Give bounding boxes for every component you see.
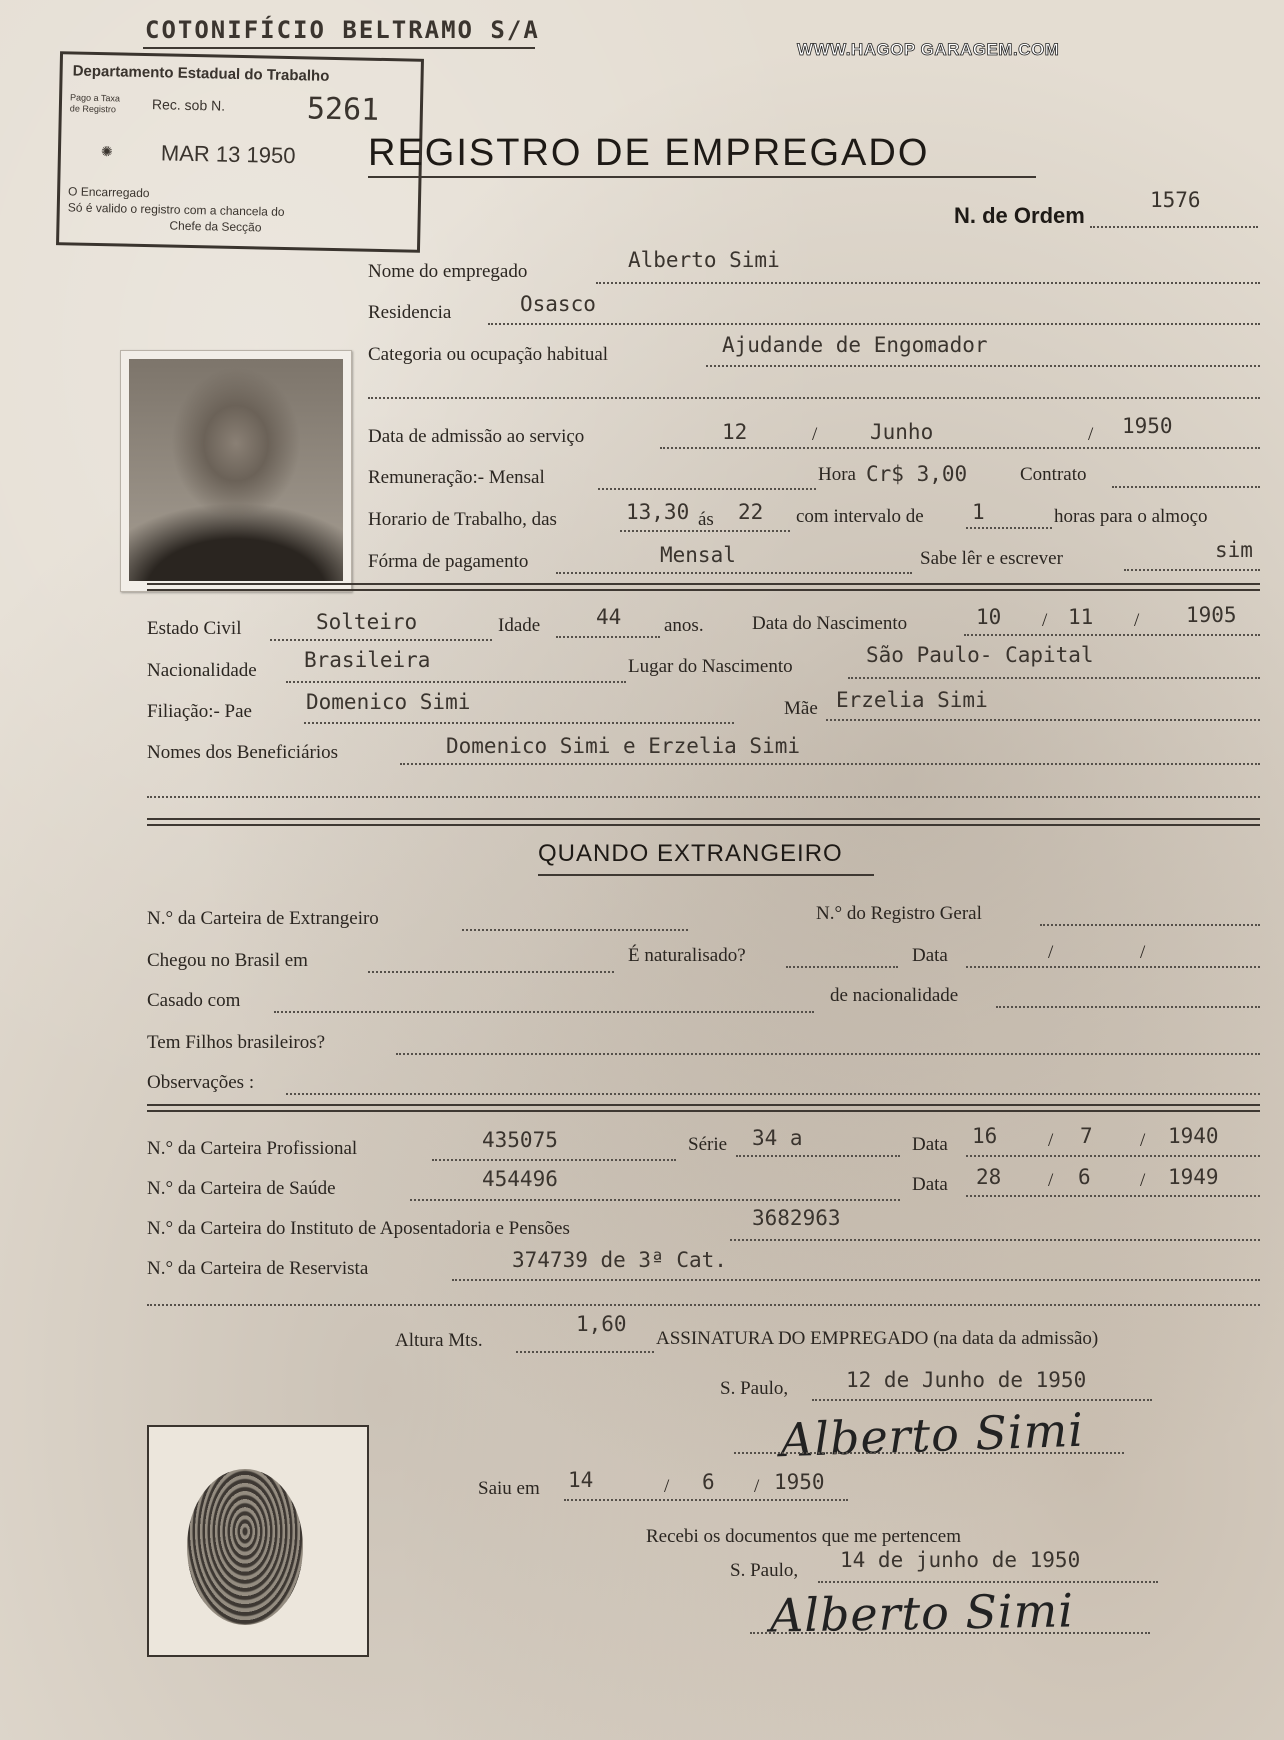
registro-geral-line (1040, 924, 1260, 926)
company-name: COTONIFÍCIO BELTRAMO S/A (145, 16, 540, 44)
stamp-registry-label: de Registro (69, 103, 117, 115)
nome-label: Nome do empregado (368, 261, 528, 282)
contrato-label: Contrato (1020, 464, 1087, 485)
foreigner-data-line (966, 966, 1260, 968)
naturalisado-line (786, 966, 898, 968)
idade-value: 44 (596, 605, 622, 629)
lugar-line (848, 677, 1260, 679)
company-underline (143, 47, 535, 49)
altura-value: 1,60 (576, 1312, 627, 1336)
nasc-dia: 10 (976, 605, 1002, 629)
employee-photo (120, 350, 352, 592)
nasc-sep-2: / (1134, 610, 1140, 631)
obs-line (286, 1093, 1260, 1095)
intervalo-label: com intervalo de (796, 506, 924, 527)
pae-line (304, 722, 734, 724)
stamp-date: MAR 13 1950 (160, 140, 296, 169)
horario-as: 22 (738, 500, 764, 524)
employee-signature-2: Alberto Simi (769, 1583, 1075, 1643)
nac-label: Nacionalidade (147, 660, 257, 681)
sp2-label: S. Paulo, (730, 1560, 799, 1581)
nome-value: Alberto Simi (628, 248, 780, 272)
altura-line (516, 1351, 654, 1353)
horario-line (620, 530, 790, 532)
hora-value: Cr$ 3,00 (866, 462, 968, 486)
filhos-line (396, 1053, 1260, 1055)
saude-line (410, 1199, 900, 1201)
nacionalidade-line (996, 1006, 1260, 1008)
estado-label: Estado Civil (147, 618, 242, 639)
ordem-label: N. de Ordem (954, 203, 1085, 228)
categoria-label: Categoria ou ocupação habitual (368, 344, 609, 365)
recebi-text: Recebi os documentos que me pertencem (646, 1526, 961, 1547)
chegou-line (368, 971, 614, 973)
thumbprint-box (147, 1425, 369, 1657)
serie-label: Série (688, 1134, 728, 1155)
estado-line (270, 639, 492, 641)
section-divider-4 (147, 1304, 1260, 1306)
saude-sep-2: / (1140, 1170, 1146, 1191)
prof-sep-2: / (1140, 1130, 1146, 1151)
reservista-line (452, 1279, 1260, 1281)
mae-value: Erzelia Simi (836, 688, 988, 712)
section-divider-3 (147, 1104, 1260, 1112)
admissao-label: Data de admissão ao serviço (368, 426, 585, 447)
prof-data-label: Data (912, 1134, 948, 1155)
admissao-dia: 12 (722, 420, 748, 444)
benef-line (400, 763, 1260, 765)
foreigner-data-sep-1: / (1048, 942, 1054, 963)
filiacao-label: Filiação:- Pae (147, 701, 252, 722)
filhos-label: Tem Filhos brasileiros? (147, 1032, 326, 1053)
saude-data-label: Data (912, 1174, 948, 1195)
serie-line (736, 1155, 900, 1157)
categoria-line (706, 365, 1260, 367)
signature-1-line (734, 1452, 1124, 1454)
intervalo-line (966, 527, 1052, 529)
nac-line (286, 681, 626, 683)
instituto-line (730, 1239, 1260, 1241)
residencia-label: Residencia (368, 302, 452, 323)
foreigner-title-underline (538, 874, 874, 876)
horario-label: Horario de Trabalho, das (368, 509, 557, 530)
benef-label: Nomes dos Beneficiários (147, 742, 339, 763)
sabe-value: sim (1215, 538, 1253, 562)
benef-line-2 (147, 796, 1260, 798)
nacionalidade-label: de nacionalidade (830, 985, 959, 1006)
stamp-number: 5261 (306, 91, 380, 128)
saude-data-line (966, 1195, 1260, 1197)
foreigner-data-label: Data (912, 945, 948, 966)
section-divider-2 (147, 818, 1260, 826)
sp1-value: 12 de Junho de 1950 (846, 1368, 1087, 1392)
watermark: WWW.HAGOP GARAGEM.COM (797, 40, 1060, 59)
naturalisado-label: É naturalisado? (628, 945, 746, 966)
horario-as-label: ás (698, 509, 714, 530)
stamp-seal-icon: ✺ (100, 143, 113, 160)
sabe-line (1124, 569, 1260, 571)
carteira-extr-label: N.° da Carteira de Extrangeiro (147, 908, 379, 929)
saude-ano: 1949 (1168, 1165, 1219, 1189)
chegou-label: Chegou no Brasil em (147, 950, 308, 971)
sp2-line (818, 1581, 1158, 1583)
almoco-label: horas para o almoço (1054, 506, 1208, 527)
reservista-label: N.° da Carteira de Reservista (147, 1258, 369, 1279)
lugar-value: São Paulo- Capital (866, 643, 1094, 667)
admissao-line (660, 447, 1260, 449)
ordem-line (1090, 226, 1258, 228)
obs-label: Observações : (147, 1072, 255, 1093)
intervalo-value: 1 (972, 500, 985, 524)
casado-label: Casado com (147, 990, 241, 1011)
pagamento-line (556, 572, 912, 574)
prof-ano: 1940 (1168, 1124, 1219, 1148)
registro-geral-label: N.° do Registro Geral (816, 903, 982, 924)
admissao-mes: Junho (870, 420, 934, 444)
stamp-tax-label: Pago a Taxa (70, 92, 121, 104)
mae-label: Mãe (784, 698, 818, 719)
idade-line (556, 636, 660, 638)
title-underline (368, 176, 1036, 178)
stamp-rec-label: Rec. sob N. (151, 96, 226, 114)
saiu-label: Saiu em (478, 1478, 540, 1499)
saude-sep-1: / (1048, 1170, 1054, 1191)
carteira-extr-line (462, 929, 688, 931)
prof-label: N.° da Carteira Profissional (147, 1138, 358, 1159)
section-divider-1 (147, 583, 1260, 591)
stamp-validity: Só é valido o registro com a chancela do (67, 200, 285, 219)
categoria-value: Ajudande de Engomador (722, 333, 988, 357)
prof-data-line (966, 1155, 1260, 1157)
sp1-line (812, 1399, 1152, 1401)
nasc-line (964, 634, 1260, 636)
stamp-department: Departamento Estadual do Trabalho (72, 62, 330, 85)
saude-label: N.° da Carteira de Saúde (147, 1178, 336, 1199)
pagamento-value: Mensal (660, 543, 736, 567)
foreigner-data-sep-2: / (1140, 942, 1146, 963)
nasc-label: Data do Nascimento (752, 613, 908, 634)
anos-label: anos. (664, 615, 704, 636)
signature-2-line (750, 1632, 1150, 1634)
sp1-label: S. Paulo, (720, 1378, 789, 1399)
admissao-sep-1: / (812, 424, 818, 445)
hora-label: Hora (818, 464, 856, 485)
residencia-line (488, 323, 1260, 325)
saiu-sep-2: / (754, 1476, 760, 1497)
form-title: REGISTRO DE EMPREGADO (368, 132, 930, 174)
saiu-sep-1: / (664, 1476, 670, 1497)
sp2-value: 14 de junho de 1950 (840, 1548, 1081, 1572)
residencia-value: Osasco (520, 292, 596, 316)
saude-value: 454496 (482, 1167, 558, 1191)
reservista-value: 374739 de 3ª Cat. (512, 1248, 727, 1272)
foreigner-title: QUANDO EXTRANGEIRO (538, 840, 843, 867)
prof-line (432, 1159, 676, 1161)
saude-mes: 6 (1078, 1165, 1091, 1189)
prof-sep-1: / (1048, 1130, 1054, 1151)
idade-label: Idade (498, 615, 541, 636)
nasc-sep-1: / (1042, 610, 1048, 631)
estado-value: Solteiro (316, 610, 418, 634)
prof-value: 435075 (482, 1128, 558, 1152)
employee-signature-1: Alberto Simi (779, 1402, 1085, 1468)
admissao-sep-2: / (1088, 424, 1094, 445)
nac-value: Brasileira (304, 648, 431, 672)
instituto-value: 3682963 (752, 1206, 841, 1230)
categoria-line-2 (368, 397, 1260, 399)
remuneracao-line (598, 488, 816, 490)
saiu-dia: 14 (568, 1468, 594, 1492)
pagamento-label: Fórma de pagamento (368, 551, 529, 572)
mae-line (826, 719, 1260, 721)
saiu-mes: 6 (702, 1470, 715, 1494)
lugar-label: Lugar do Nascimento (628, 656, 793, 677)
instituto-label: N.° da Carteira do Instituto de Aposentadoria e Pensões (147, 1218, 570, 1239)
remuneracao-label: Remuneração:- Mensal (368, 467, 545, 488)
prof-mes: 7 (1080, 1124, 1093, 1148)
stamp-clerk: O Encarregado (67, 184, 150, 201)
sabe-label: Sabe lêr e escrever (920, 548, 1063, 569)
admissao-ano: 1950 (1122, 414, 1173, 438)
nome-line (596, 282, 1260, 284)
stamp-chief: Chefe da Secção (169, 218, 262, 235)
nasc-ano: 1905 (1186, 603, 1237, 627)
prof-dia: 16 (972, 1124, 998, 1148)
horario-das: 13,30 (626, 500, 690, 524)
ordem-value: 1576 (1150, 188, 1201, 212)
fingerprint-icon (187, 1469, 303, 1625)
saude-dia: 28 (976, 1165, 1002, 1189)
contrato-line (1112, 486, 1260, 488)
altura-label: Altura Mts. (395, 1330, 483, 1351)
saiu-line (564, 1499, 848, 1501)
saiu-ano: 1950 (774, 1470, 825, 1494)
casado-line (274, 1011, 814, 1013)
pae-value: Domenico Simi (306, 690, 471, 714)
assinatura-label: ASSINATURA DO EMPREGADO (na data da admissão) (656, 1328, 1099, 1349)
nasc-mes: 11 (1068, 605, 1094, 629)
benef-value: Domenico Simi e Erzelia Simi (446, 734, 801, 758)
serie-value: 34 a (752, 1126, 803, 1150)
